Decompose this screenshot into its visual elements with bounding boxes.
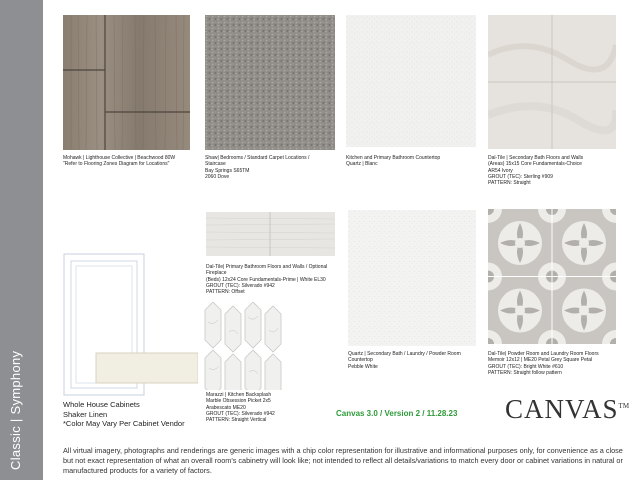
sidebar — [0, 0, 43, 480]
powder-room-tile-caption: Dal-Tile| Powder Room and Laundry Room Floors Memoir 12x12 | ME20 Petal Grey Square Petal GROUT (TEC): Bright White #610 PATTERN: Straight follow pattern — [488, 351, 599, 376]
quartz-blanc-swatch — [346, 15, 476, 147]
carpet-swatch — [205, 15, 335, 150]
quartz-pebble-swatch — [348, 210, 476, 346]
canvas-logo — [505, 394, 629, 425]
logo-text: CANVAS — [505, 394, 619, 424]
version-label: Canvas 3.0 / Version 2 / 11.28.23 — [336, 409, 458, 418]
backsplash-caption: Marazzi | Kitchen Backsplash Marble Obsession Picket 2x5 Arabescato ME20 GROUT (TEC): Silverado #942 PATTERN: Straight Vertical — [206, 392, 275, 424]
primary-bath-tile-caption: Dal-Tile| Primary Bathroom Floors and Walls / Optional Fireplace (Beds) 12x24 Core Fundamentals-Prime | White EL30 GROUT (TEC): Silverado #942 PATTERN: Offset — [206, 264, 328, 296]
cabinet-caption: Whole House Cabinets Shaker Linen *Color May Vary Per Cabinet Vendor — [63, 400, 185, 428]
carpet-texture-image — [205, 15, 335, 150]
wood-floor-swatch — [63, 15, 190, 150]
quartz-pebble-caption: Quartz | Secondary Bath / Laundry / Powder Room Countertop Pebble White — [348, 351, 461, 370]
patterned-tile-image — [488, 209, 616, 344]
primary-bath-tile-swatch — [206, 212, 335, 256]
collection-label: Classic | Symphony — [8, 350, 23, 470]
quartz-pebble-image — [348, 210, 476, 346]
white-tile-image — [206, 212, 335, 256]
carpet-caption: Shaw| Bedrooms / Standard Carpet Locations / Staircase Bay Springs S65TM 2060 Dove — [205, 155, 310, 180]
picket-mosaic-image — [203, 302, 283, 390]
quartz-blanc-caption: Kitchen and Primary Bathroom Countertop Quartz | Blanc — [346, 155, 441, 168]
cabinet-swatch — [63, 253, 198, 396]
secondary-bath-tile-swatch — [488, 15, 616, 149]
disclaimer-text: All virtual imagery, photographs and renderings are generic images with a chip color representation for illustrative and informational purposes only, for convenience as a close but not exact representation of what an overall room's cabinetry will look like; not intended to reflect all details/variations to match every door or cabinet variations in natural or manufactured products for a variety of factors. — [63, 446, 623, 476]
wood-floor-caption: Mohawk | Lighthouse Collective | Beachwood 80W "Refer to Flooring Zones Diagram for Locations" — [63, 155, 176, 168]
trademark-mark: TM — [618, 402, 630, 410]
quartz-blanc-image — [346, 15, 476, 147]
secondary-bath-tile-caption: Dal-Tile | Secondary Bath Floors and Walls (Areas) 15x15 Core Fundamentals-Choice AR54 Ivory GROUT (TEC): Sterling #909 PATTERN: Straight — [488, 155, 584, 187]
wood-plank-image — [63, 15, 190, 150]
powder-room-tile-swatch — [488, 209, 616, 344]
shaker-cabinet-door-image — [63, 253, 198, 396]
ivory-tile-image — [488, 15, 616, 149]
backsplash-swatch — [203, 302, 283, 390]
